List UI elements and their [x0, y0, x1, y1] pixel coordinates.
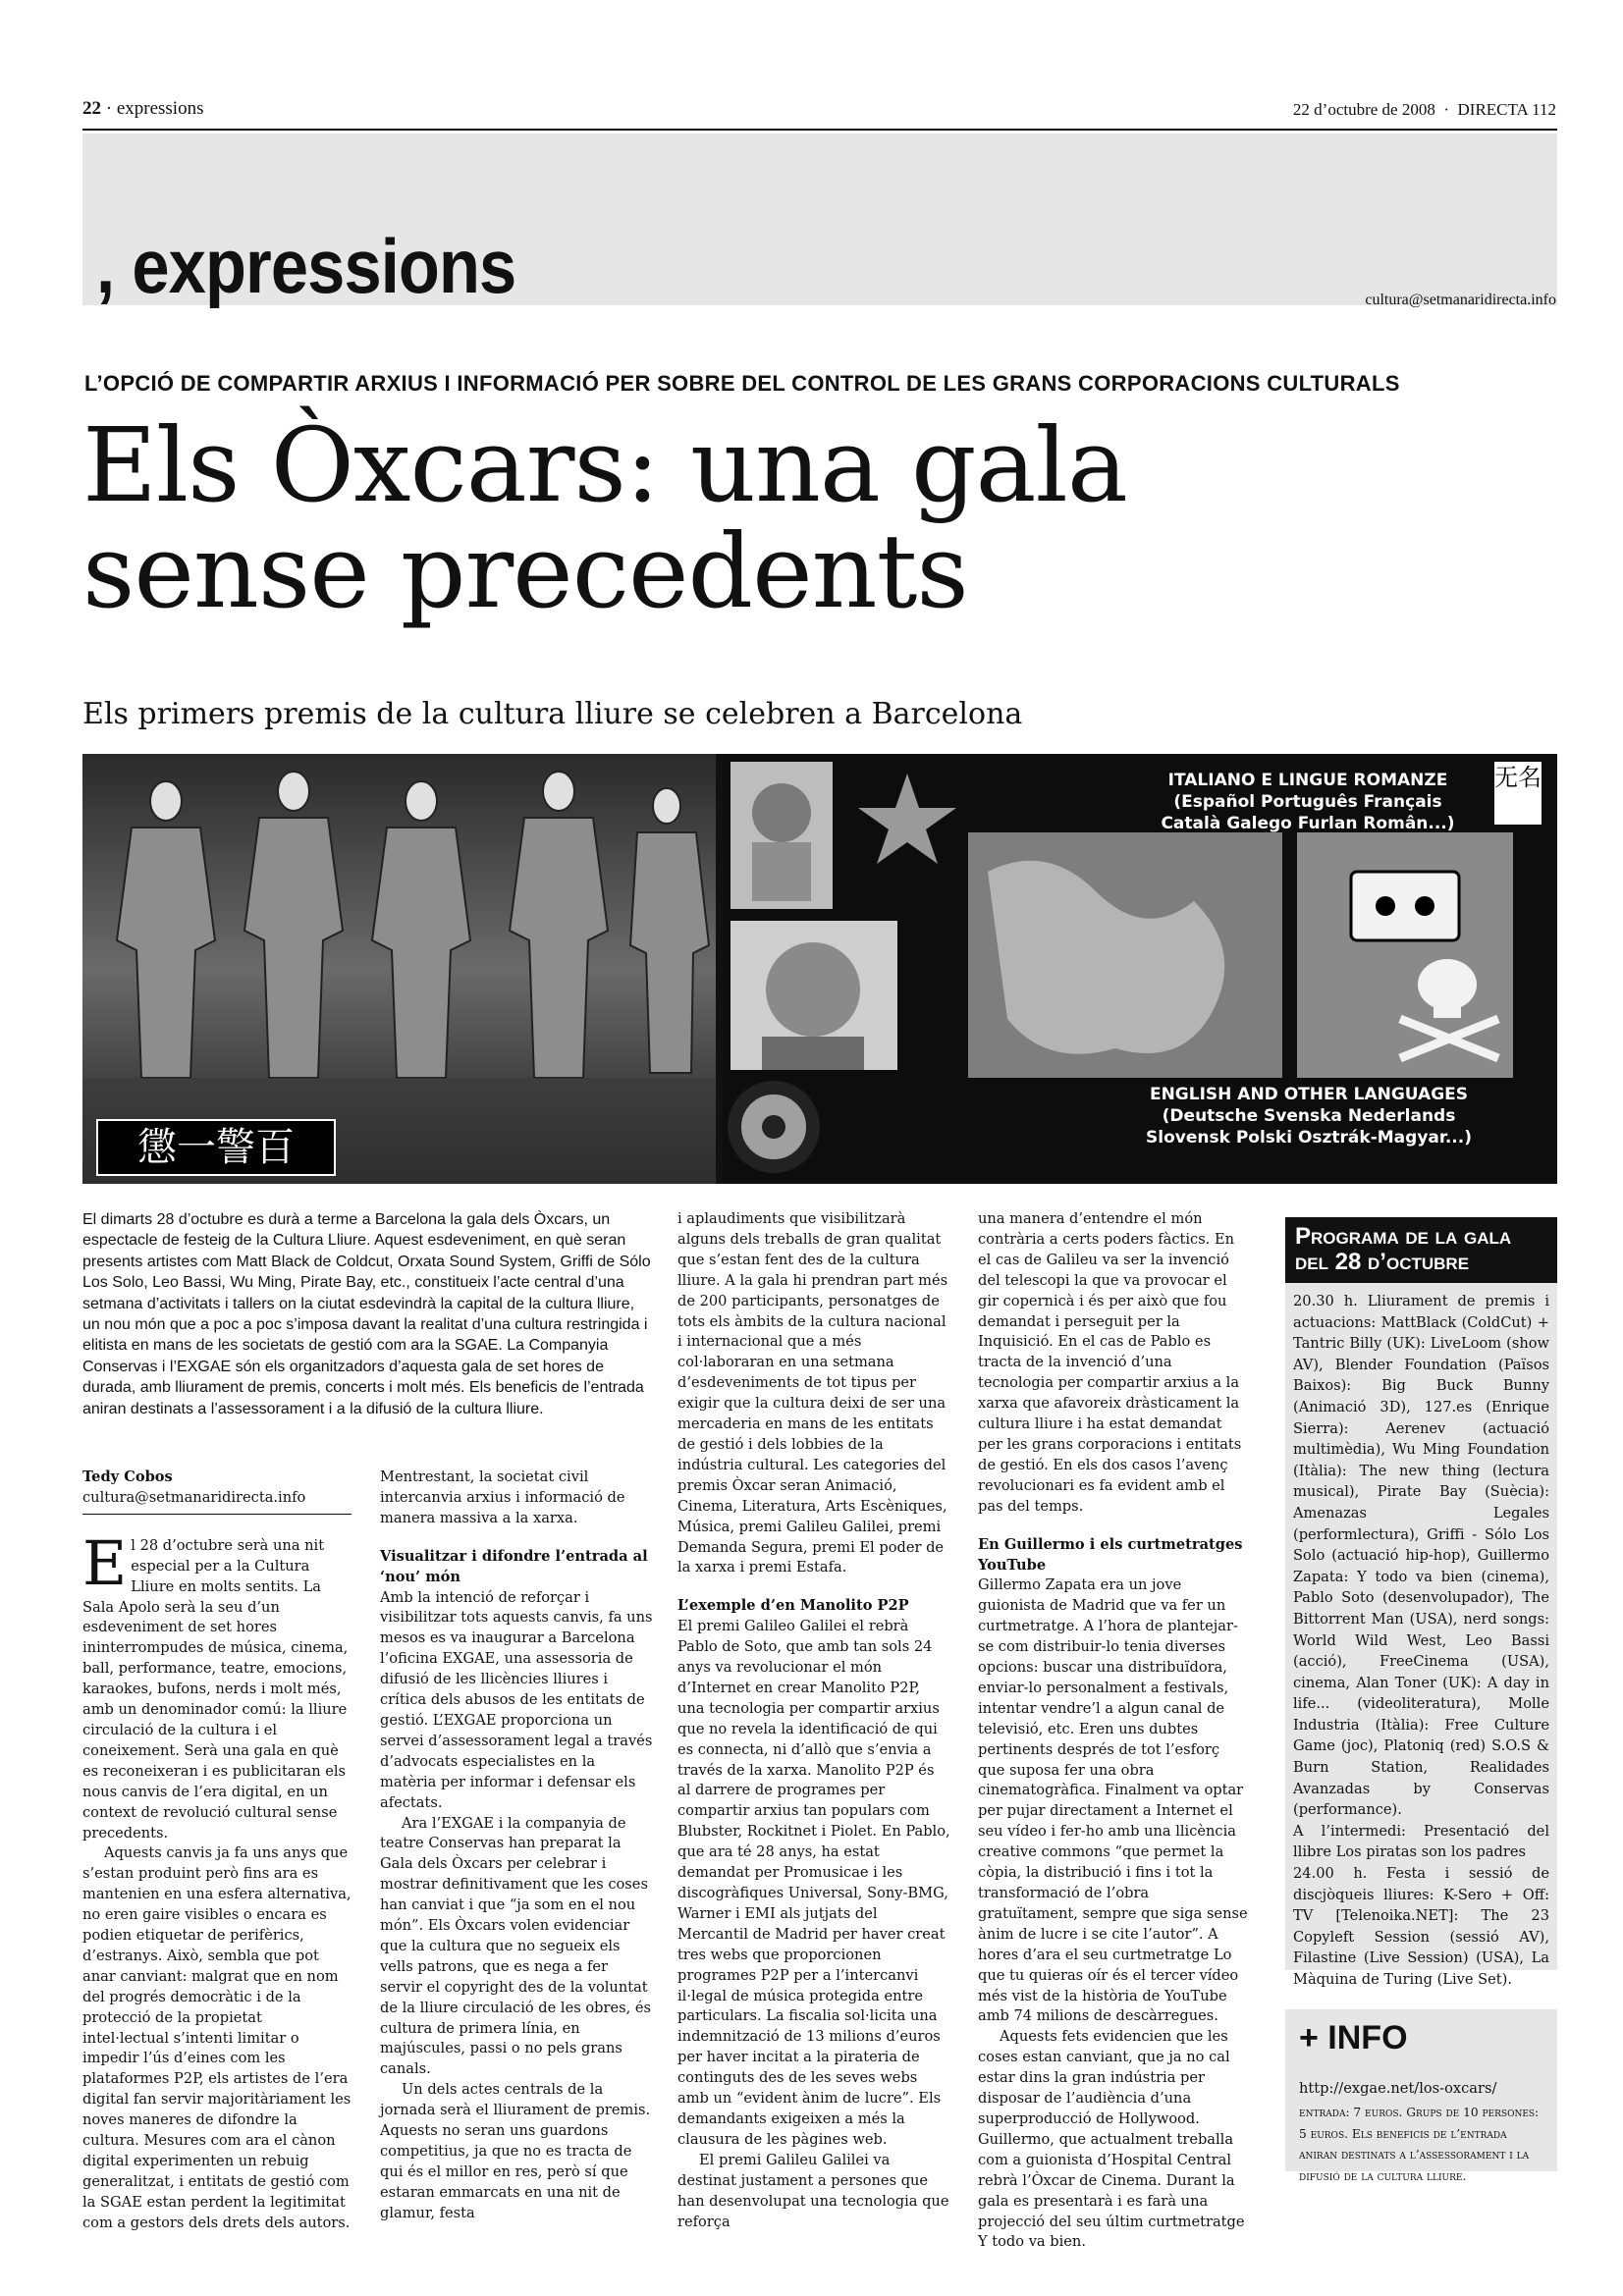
- lang-top-line: Català Galego Furlan Român...): [1161, 814, 1455, 833]
- page-number: 22: [82, 98, 101, 119]
- program-late: 24.00 h. Festa i sessió de discjòqueis lliures: K-Sero + Off: TV [Telenoika.NET]: The 23 Copyleft Session (sessió AV), Filastine (Live Session) (USA), La Màquina de Turing (Live Set).: [1293, 1865, 1549, 1988]
- program-interlude: A l’intermedi: Presentació del llibre Los piratas son los padres: [1293, 1822, 1549, 1861]
- info-link[interactable]: http://exgae.net/los-oxcars/: [1299, 2080, 1497, 2097]
- issue-number: DIRECTA 112: [1457, 100, 1556, 119]
- program-sidebar: [1285, 1217, 1557, 1988]
- lang-label-top: [1082, 770, 1534, 834]
- lang-bottom-line: (Deutsche Svenska Nederlands: [1162, 1106, 1456, 1126]
- lead-paragraph: El dimarts 28 d’octubre es durà a terme a Barcelona la gala dels Òxcars, un espectacle de festeig de la Cultura Lliure. Aquest esdeveniment, en què seran presents artistes com Matt Black de Coldcut, Orxata Sound System, Griffi de Sólo Los Solo, Leo Bassi, Wu Ming, Pirate Bay, etc., constitueix l’acte central d’una setmana d’activitats i tallers on la ciutat esdevindrà la capital de la cultura lliure, un nou món que a poc a poc s’imposa davant la realitat d’una cultura restringida i elitista en mans de les societats de gestió com ara la SGAE. La Companyia Conservas i l’EXGAE són els organitzadors d’aquesta gala de set hores de durada, amb lliurament de premis, concerts i molt més. Els beneficis de l’entrada aniran destinats a l’assessorament i a la difusió de la cultura lliure.: [82, 1211, 651, 1417]
- article-paragraph: Aquests canvis ja fa uns anys que s’estan produint però fins ara es mantenien en una esfera alternativa, no eren gaire visibles o encara es podien etiquetar de perifèrics, d’estranys. Això, sembla que pot anar canviant: malgrat que en nom del progrés democràtic i de la protecció de la propietat intel·lectual s’intenti limitar o impedir l’ús d’eines com les plataformes P2P, els artistes de l’era digital fan servir majoritàriament les noves maneres de difondre la cultura. Mesures com ara el cànon digital experimenten un rebuig generalitzat, i entitats de gestió com la SGAE estan perdent la legitimitat com a gestors dels drets dels autors.: [82, 1844, 352, 2231]
- info-box: [1285, 2009, 1557, 2183]
- article-paragraph: una manera d’entendre el món contrària a certs poders fàctics. En el cas de Galileu va ser la invenció del telescopi la que va provocar el gir copernicà i és per això que fou demandat i perseguit per la Inquisició. En el cas de Pablo es tracta de la invenció d’una tecnologia per compartir arxius a la xarxa que afavoreix dràsticament la cultura lliure i ha estat demandat per les grans corporacions i entitats de gestió. En els dos casos l’avenç revolucionari es fa evident amb el pas del temps.: [978, 1210, 1242, 1515]
- byline-name: Tedy Cobos: [82, 1468, 173, 1485]
- top-rule: [82, 129, 1557, 131]
- paragraph-text: l 28 d’octubre serà una nit especial per a la Cultura Lliure en molts sentits. La Sala Apolo serà la seu d’un esdeveniment de set hores ininterrompudes de música, cinema, ball, performance, teatre, emocions, karaokes, bufons, nerds i molt més, amb un denominador comú: la lliure circulació de la cultura i el coneixement. Serà una gala en què es reconeixeran i es publicitaran els nous canvis de l’era digital, en un context de revolució cultural sense precedents.: [82, 1536, 349, 1842]
- article-paragraph: i aplaudiments que visibilitzarà alguns dels treballs de gran qualitat que s’estan fent des de la cultura lliure. A la gala hi prendran part més de 200 participants, personatges de tots els àmbits de la cultura nacional i internacional que a més col·laboraran en una setmana d’esdeveniments de tot tipus per exigir que la cultura deixi de ser una mercaderia en mans de les entitats de gestió i dels lobbies de la indústria cultural. Les categories del premis Òxcar seran Animació, Cinema, Literatura, Arts Escèniques, Música, premi Galileu Galilei, premi Demanda Segura, premi El poder de la xarxa i premi Estafa.: [677, 1210, 948, 1576]
- headline-line-1: Els Òxcars: una gala: [82, 405, 1127, 525]
- byline-email: cultura@setmanaridirecta.info: [82, 1488, 306, 1506]
- article-paragraph: Ara l’EXGAE i la companyia de teatre Conservas han preparat la Gala dels Òxcars per celebrar i mostrar definitivament que les coses han canviat i que “ja som en el nou món”. Els Òxcars volen evidenciar que la cultura que no segueix els vells patrons, que es nega a fer servir el copyright des de la voluntat de la lliure circulació de les obres, és cultura de primera línia, en majúscules, passi o no pels grans canals.: [380, 1814, 651, 2078]
- section-title: , expressions: [96, 223, 516, 309]
- byline-rule: [82, 1514, 352, 1515]
- lang-bottom-line: Slovensk Polski Osztrák-Magyar...): [1146, 1128, 1472, 1148]
- program-title: [1285, 1217, 1557, 1283]
- article-paragraph: El premi Galileo Galilei el rebrà Pablo de Soto, que amb tan sols 24 anys va revolucionar el món d’Internet en crear Manolito P2P, una tecnologia per compartir arxius que no revela la identificació de qui es connecta, ni d’allò que s’envia a través de la xarxa. Manolito P2P és al darrere de programes per compartir arxius tan populars com Blubster, Rockitnet i Piolet. En Pablo, que ara té 28 anys, ha estat demandat per Promusicae i les discogràfiques Universal, Sony-BMG, Warner i EMI als jutjats del Mercantil de Madrid per haver creat tres webs que proporcionen programes P2P per a l’intercanvi il·legal de música protegida entre particulars. La fiscalia sol·licita una indemnització de 13 milions d’euros per haver incitat a la pirateria de continguts des de les seves webs amb un “evident ànim de lucre”. Els demandants exigeixen a més la clausura de les pàgines web.: [677, 1618, 950, 2148]
- article-column-3: [677, 1209, 950, 2232]
- page-folio: 22 · expressions: [82, 98, 204, 119]
- program-body: [1285, 1283, 1557, 1991]
- issue-date: 22 d’octubre de 2008: [1292, 100, 1435, 119]
- dateline: [1293, 100, 1556, 120]
- info-text: entrada: 7 euros. Grups de 10 persones: 5 euros. Els beneficis de l’entrada aniran destinats a l’assessorament i la difusió de la cultura lliure.: [1299, 2106, 1540, 2183]
- program-title-line-2: del 28 d’octubre: [1295, 1249, 1470, 1275]
- section-email: cultura@setmanaridirecta.info: [1365, 292, 1556, 308]
- deck: Els primers premis de la cultura lliure se celebren a Barcelona: [82, 697, 1023, 731]
- drop-cap: E: [82, 1526, 128, 1599]
- section-small: expressions: [116, 98, 204, 119]
- dateline-separator: ·: [1443, 100, 1450, 119]
- headline: [82, 405, 1575, 631]
- photo-collage: [82, 754, 1557, 1184]
- lang-bottom-line: ENGLISH AND OTHER LANGUAGES: [1149, 1085, 1469, 1104]
- lang-top-line: ITALIANO E LINGUE ROMANZE: [1167, 771, 1448, 790]
- program-title-line-1: Programa de la gala: [1295, 1223, 1512, 1250]
- info-title: + INFO: [1299, 2019, 1408, 2056]
- article-paragraph: [82, 1526, 352, 1844]
- article-column-2: [380, 1468, 653, 2224]
- subhead: En Guillermo i els curtmetratges YouTube: [978, 1535, 1243, 1574]
- article-column-4: [978, 1209, 1251, 2253]
- article-paragraph: Aquests fets evidencien que les coses estan canviant, que ja no cal estar dins la gran indústria per disposar de l’audiència d’una superproducció de Hollywood. Guillermo, que actualment treballa com a guionista d’Hospital Central rebrà l’Òxcar de Cinema. Durant la gala es presentarà i es farà una projecció del seu últim curtmetratge Y todo va bien.: [978, 2028, 1245, 2251]
- subhead: Visualitzar i difondre l’entrada al ‘nou’ món: [380, 1547, 648, 1585]
- lang-top-line: (Español Português Français: [1173, 792, 1442, 812]
- article-paragraph: Mentrestant, la societat civil intercanvia arxius i informació de manera massiva a la xarxa.: [380, 1468, 625, 1526]
- nameless-sign: 无名: [1494, 762, 1542, 825]
- article-paragraph: El premi Galileu Galilei va destinat justament a persones que han desenvolupat una tecnologia que reforça: [677, 2151, 949, 2230]
- article-paragraph: Un dels actes centrals de la jornada serà el lliurament de premis. Aquests no seran uns guardons competitius, ja que no es tracta de qui és el millor en res, però sí que estaran emmarcats en una nit de glamur, festa: [380, 2081, 651, 2221]
- kicker: L’OPCIÓ DE COMPARTIR ARXIUS I INFORMACIÓ PER SOBRE DEL CONTROL DE LES GRANS CORPORACIONS CULTURALS: [84, 371, 1400, 396]
- cjk-caption: 懲一警百: [96, 1119, 336, 1176]
- article-column-1: [82, 1468, 352, 2234]
- lang-label-bottom: [1078, 1084, 1540, 1148]
- article-paragraph: Gillermo Zapata era un jove guionista de Madrid que va fer un curtmetratge. A l’hora de plantejar-se com distribuir-lo tenia diverses opcions: buscar una distribuïdora, enviar-lo personalment a festivals, intentar vendre’l a algun canal de televisió, etc. Eren uns dubtes pertinents després de tot l’esforç que suposa fer una obra cinematogràfica. Finalment va optar per pujar directament a Internet el seu vídeo i fer-ho amb una llicència creative commons “que permet la còpia, la distribució i fins i tot la transformació de l’obra gratuïtament, sempre que siga sense ànim de lucre i se cite l’autor”. A hores d’ara el seu curtmetratge Lo que tu quieras oír és el tercer vídeo més vist de la història de YouTube amb 74 milions de descàrregues.: [978, 1576, 1248, 2025]
- program-main: 20.30 h. Lliurament de premis i actuacions: MattBlack (ColdCut) + Tantric Billy (UK): LiveLoom (show AV), Blender Foundation (Països Baixos): Big Buck Bunny (Animació 3D), 127.es (Enrique Sierra): Aerenev (actuació multimèdia), Wu Ming Foundation (Itàlia): The new thing (lectura musical), Pirate Bay (Suècia): Amenazas Legales (performlectura), Griffi - Sólo Los Solo (actuació hip-hop), Guillermo Zapata: Y todo va bien (cinema), Pablo Soto (desenvolupador), The Bittorrent Man (USA), nerd songs: World Wild West, Leo Bassi (acció), FreeCinema (USA), cinema, Alan Toner (UK): A day in life... (videoliteratura), Molle Industria (Itàlia): Free Culture Game (joc), Platoniq (red) S.O.S & Burn Station, Realidades Avanzadas by Conservas (performance).: [1293, 1293, 1549, 1819]
- headline-line-2: sense precedents: [82, 511, 968, 631]
- article-paragraph: Amb la intenció de reforçar i visibilitzar tots aquests canvis, fa uns mesos es va inaugurar a Barcelona l’oficina EXGAE, una assessoria de difusió de les llicències lliures i crítica dels abusos de les entitats de gestió. L’EXGAE proporciona un servei d’assessorament legal a través d’advocats especialistes en la matèria per informar i defensar els afectats.: [380, 1588, 653, 1811]
- subhead: L’exemple d’en Manolito P2P: [677, 1597, 909, 1615]
